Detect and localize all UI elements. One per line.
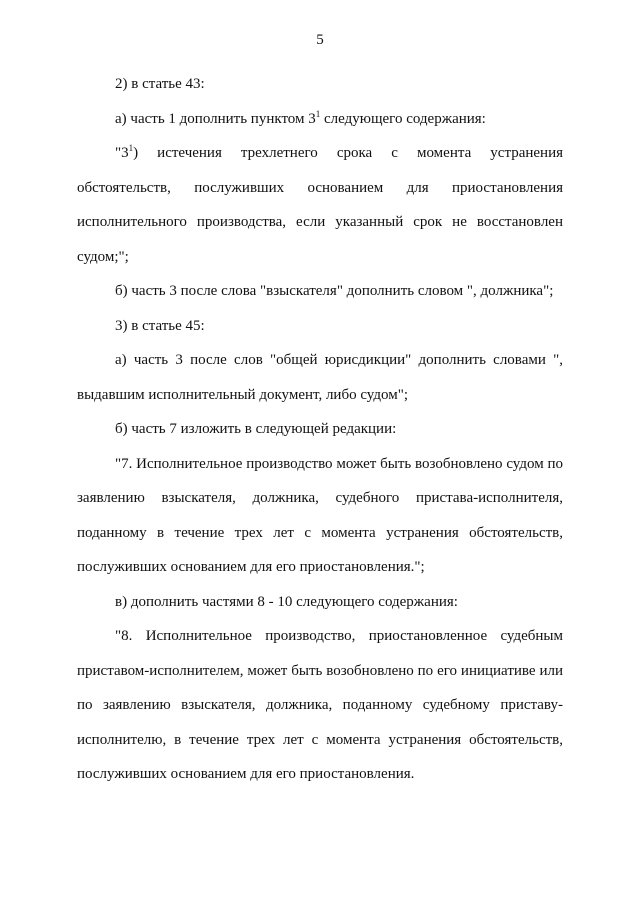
paragraph-parts-8-10: в) дополнить частями 8 - 10 следующего содержания: bbox=[115, 593, 458, 610]
paragraph-point-3-1 bbox=[77, 136, 563, 274]
paragraph-part-3-words: а) часть 3 после слов "общей юрисдикции" дополнить словами ", выдавшим исполнительный документ, либо судом"; bbox=[77, 352, 563, 403]
superscript: 1 bbox=[315, 108, 321, 119]
paragraph-text-start: "3 bbox=[115, 145, 129, 161]
paragraph-part-8-text: "8. Исполнительное производство, приостановленное судебным приставом-исполнителем, может быть возобновлено по его инициативе или по заявлению взыскателя, должника, поданному судебному приставу-исполнителю, в течение трех лет с момента устранения обстоятельств, послуживших основанием для его приостановления. bbox=[77, 628, 563, 782]
paragraph-text-end: ) истечения трехлетнего срока с момента устранения обстоятельств, послуживших основанием для приостановления исполнительного производства, если указанный срок не восстановлен судом;"; bbox=[77, 145, 563, 265]
paragraph-part-1-amendment bbox=[77, 102, 563, 137]
page-number: 5 bbox=[316, 32, 324, 48]
paragraph-part-3-amendment: б) часть 3 после слова "взыскателя" дополнить словом ", должника"; bbox=[115, 283, 554, 299]
paragraph-text-start: а) часть 1 дополнить пунктом 3 bbox=[115, 110, 316, 127]
paragraph-part-7-new-edition: б) часть 7 изложить в следующей редакции: bbox=[115, 421, 397, 437]
document-body bbox=[77, 67, 563, 792]
paragraph-article-45: 3) в статье 45: bbox=[115, 317, 205, 334]
superscript: 1 bbox=[128, 143, 134, 153]
paragraph-article-43: 2) в статье 43: bbox=[115, 76, 205, 92]
paragraph-text-end: следующего содержания: bbox=[320, 110, 486, 127]
paragraph-part-7-text: "7. Исполнительное производство может быть возобновлено судом по заявлению взыскателя, должника, судебного пристава-исполнителя, поданному в течение трех лет с момента устранения обстоятельств, послуживших основанием для его приостановления."; bbox=[77, 455, 563, 575]
